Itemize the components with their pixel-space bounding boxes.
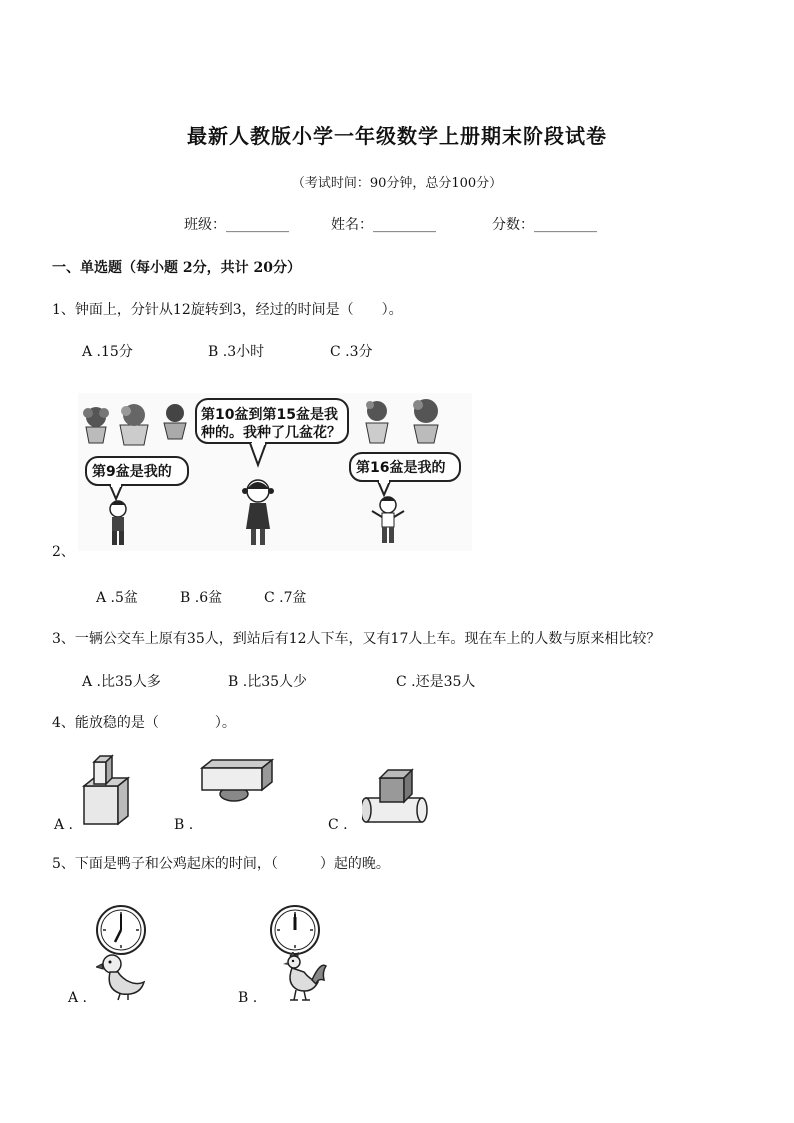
question-4-option-c[interactable]: C . bbox=[328, 817, 348, 833]
question-3-option-c[interactable]: C .还是35人 bbox=[396, 674, 476, 690]
rooster-icon bbox=[278, 952, 330, 1004]
question-1-option-b[interactable]: B .3小时 bbox=[208, 344, 265, 360]
bubble-center-line1: 第10盆到第15盆是我 bbox=[201, 407, 338, 423]
question-2-option-c[interactable]: C .7盆 bbox=[264, 590, 307, 606]
question-4-option-b[interactable]: B . bbox=[174, 817, 194, 833]
question-5-option-b[interactable]: B . bbox=[238, 990, 258, 1006]
question-1-option-c[interactable]: C .3分 bbox=[330, 344, 373, 360]
flowerpot-illustration bbox=[78, 393, 472, 551]
class-field: 班级：_________ bbox=[184, 217, 289, 233]
question-1-option-a[interactable]: A .15分 bbox=[82, 344, 133, 360]
flowerpot-icon bbox=[120, 404, 148, 445]
question-2-number: 2、 bbox=[52, 544, 75, 560]
score-field: 分数：_________ bbox=[492, 217, 597, 233]
question-4-stem: 4、能放稳的是（ ）。 bbox=[52, 715, 236, 731]
question-3-stem: 3、一辆公交车上原有35人，到站后有12人下车，又有17人上车。现在车上的人数与原来相比较？ bbox=[52, 631, 661, 647]
bubble-right-text: 第16盆是我的 bbox=[356, 460, 446, 476]
clock-icon bbox=[94, 904, 148, 956]
exam-subtitle: （考试时间：90分钟，总分100分） bbox=[291, 176, 503, 191]
question-3-option-b[interactable]: B .比35人少 bbox=[228, 674, 308, 690]
bubble-center-line2: 种的。我种了几盆花？ bbox=[201, 425, 341, 441]
duck-icon bbox=[96, 950, 148, 1002]
question-1-stem: 1、钟面上，分针从12旋转到3，经过的时间是（ ）。 bbox=[52, 302, 403, 318]
cube-on-cylinder-icon bbox=[362, 764, 432, 826]
name-field: 姓名：_________ bbox=[331, 217, 436, 233]
question-2-option-b[interactable]: B .6盆 bbox=[180, 590, 223, 606]
question-4-option-a[interactable]: A . bbox=[54, 817, 74, 833]
exam-title: 最新人教版小学一年级数学上册期末阶段试卷 bbox=[187, 124, 607, 148]
clock-icon bbox=[268, 904, 322, 956]
question-3-option-a[interactable]: A .比35人多 bbox=[82, 674, 161, 690]
bubble-left-text: 第9盆是我的 bbox=[92, 464, 172, 480]
question-2-option-a[interactable]: A .5盆 bbox=[96, 590, 138, 606]
stacked-blocks-icon bbox=[76, 752, 132, 828]
section-heading: 一、单选题（每小题 2分，共计 20分） bbox=[52, 260, 301, 276]
question-5-option-a[interactable]: A . bbox=[68, 990, 88, 1006]
question-5-stem: 5、下面是鸭子和公鸡起床的时间，（ ）起的晚。 bbox=[52, 856, 390, 872]
box-on-cylinder-icon bbox=[198, 758, 278, 802]
